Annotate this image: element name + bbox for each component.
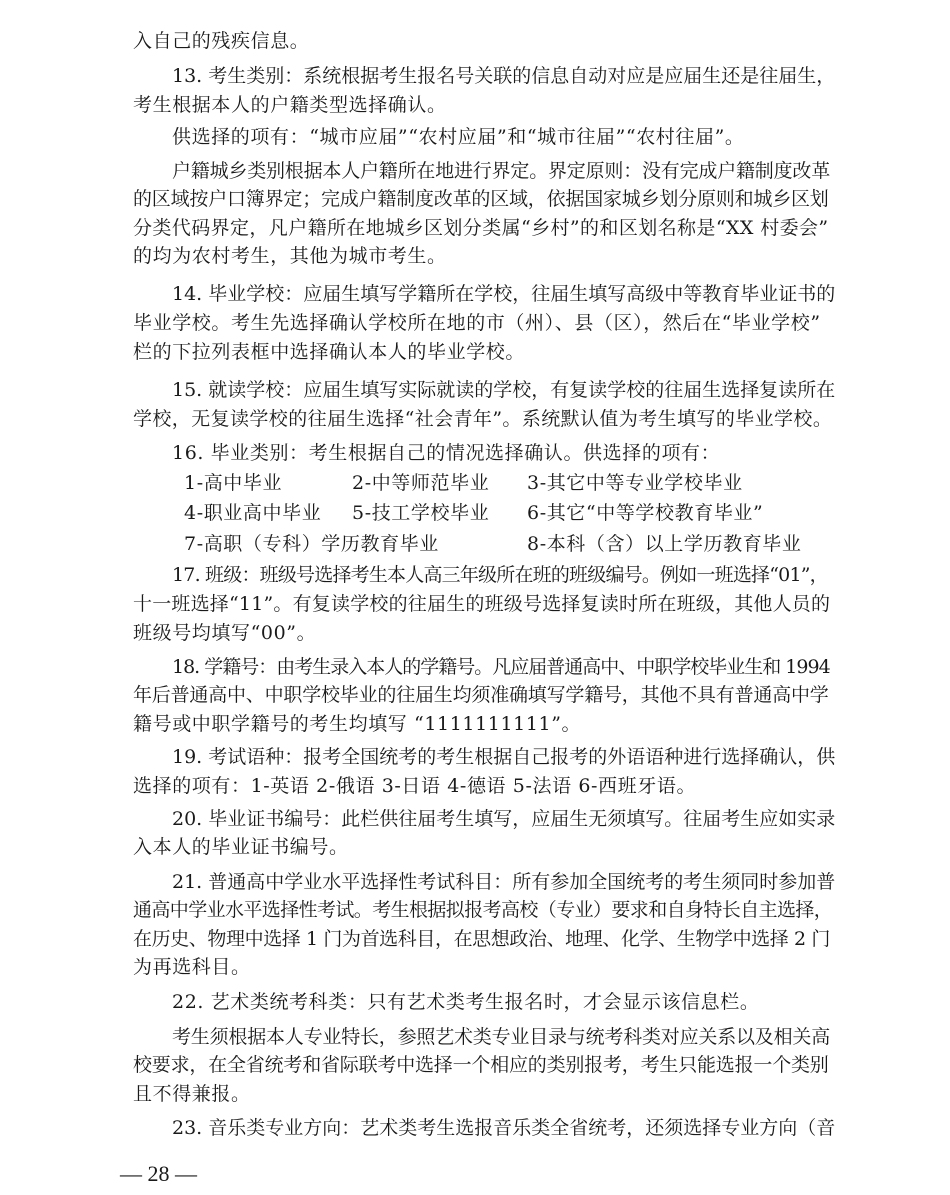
- paragraph-line: 分类代码界定，凡户籍所在地城乡区划分类属“乡村”的和区划名称是“XX 村委会”: [133, 217, 829, 239]
- graduation-option: 2-中等师范毕业: [352, 472, 490, 494]
- paragraph-line: 20. 毕业证书编号：此栏供往届考生填写，应届生无须填写。往届考生应如实录: [172, 808, 836, 830]
- paragraph-line: 为再选科目。: [133, 956, 251, 978]
- paragraph-line: 考生须根据本人专业特长，参照艺术类专业目录与统考科类对应关系以及相关高: [172, 1026, 831, 1048]
- paragraph-line: 班级号均填写“00”。: [133, 622, 317, 644]
- paragraph-line: 18. 学籍号：由考生录入本人的学籍号。凡应届普通高中、中职学校毕业生和 1994: [172, 656, 830, 678]
- page-number: — 28 —: [120, 1161, 197, 1186]
- paragraph-line: 籍号或中职学籍号的考生均填写 “1111111111”。: [133, 713, 582, 735]
- paragraph-line: 23. 音乐类专业方向：艺术类考生选报音乐类全省统考，还须选择专业方向（音: [172, 1117, 836, 1139]
- paragraph-line: 考生根据本人的户籍类型选择确认。: [133, 94, 447, 116]
- graduation-option: 6-其它“中等学校教育毕业”: [527, 502, 764, 524]
- paragraph-line: 供选择的项有：“城市应届”“农村应届”和“城市往届”“农村往届”。: [172, 126, 745, 148]
- paragraph-line: 入本人的毕业证书编号。: [133, 836, 349, 858]
- graduation-option: 1-高中毕业: [184, 472, 283, 494]
- graduation-option: 8-本科（含）以上学历教育毕业: [527, 533, 802, 555]
- paragraph-line: 毕业学校。考生先选择确认学校所在地的市（州）、县（区），然后在“毕业学校”: [133, 312, 821, 334]
- graduation-option: 5-技工学校毕业: [352, 502, 490, 524]
- graduation-option: 3-其它中等专业学校毕业: [527, 472, 743, 494]
- graduation-option: 7-高职（专科）学历教育毕业: [184, 533, 439, 555]
- paragraph-line: 学校，无复读学校的往届生选择“社会青年”。系统默认值为考生填写的毕业学校。: [133, 408, 833, 430]
- paragraph-line: 14. 毕业学校：应届生填写学籍所在学校，往届生填写高级中等教育毕业证书的: [172, 283, 836, 305]
- paragraph-line: 的区域按户口簿界定；完成户籍制度改革的区域，依据国家城乡划分原则和城乡区划: [133, 188, 829, 210]
- paragraph-line: 16. 毕业类别：考生根据自己的情况选择确认。供选择的项有：: [172, 442, 721, 464]
- paragraph-line: 15. 就读学校：应届生填写实际就读的学校，有复读学校的往届生选择复读所在: [172, 379, 836, 401]
- paragraph-line: 年后普通高中、中职学校毕业的往届生均须准确填写学籍号，其他不具有普通高中学: [133, 684, 829, 706]
- paragraph-line: 入自己的残疾信息。: [133, 30, 310, 52]
- paragraph-line: 21. 普通高中学业水平选择性考试科目：所有参加全国统考的考生须同时参加普: [172, 871, 836, 893]
- paragraph-line: 22. 艺术类统考科类：只有艺术类考生报名时，才会显示该信息栏。: [172, 991, 760, 1013]
- paragraph-line: 的均为农村考生，其他为城市考生。: [133, 245, 447, 267]
- paragraph-line: 十一班选择“11”。有复读学校的往届生的班级号选择复读时所在班级，其他人员的: [133, 593, 831, 615]
- paragraph-line: 选择的项有：1-英语 2-俄语 3-日语 4-德语 5-法语 6-西班牙语。: [133, 775, 697, 797]
- paragraph-line: 户籍城乡类别根据本人户籍所在地进行界定。界定原则：没有完成户籍制度改革: [172, 160, 831, 182]
- paragraph-line: 栏的下拉列表框中选择确认本人的毕业学校。: [133, 341, 526, 363]
- paragraph-line: 通高中学业水平选择性考试。考生根据拟报考高校（专业）要求和自身特长自主选择，: [133, 899, 833, 921]
- paragraph-line: 17. 班级：班级号选择考生本人高三年级所在班的班级编号。例如一班选择“01”，: [172, 564, 828, 586]
- graduation-option: 4-职业高中毕业: [184, 502, 322, 524]
- paragraph-line: 19. 考试语种：报考全国统考的考生根据自己报考的外语语种进行选择确认，供: [172, 746, 836, 768]
- paragraph-line: 且不得兼报。: [133, 1083, 251, 1105]
- paragraph-line: 校要求，在全省统考和省际联考中选择一个相应的类别报考，考生只能选报一个类别: [133, 1054, 829, 1076]
- paragraph-line: 在历史、物理中选择 1 门为首选科目，在思想政治、地理、化学、生物学中选择 2 门: [133, 928, 830, 950]
- paragraph-line: 13. 考生类别：系统根据考生报名号关联的信息自动对应是应届生还是往届生，: [172, 65, 836, 87]
